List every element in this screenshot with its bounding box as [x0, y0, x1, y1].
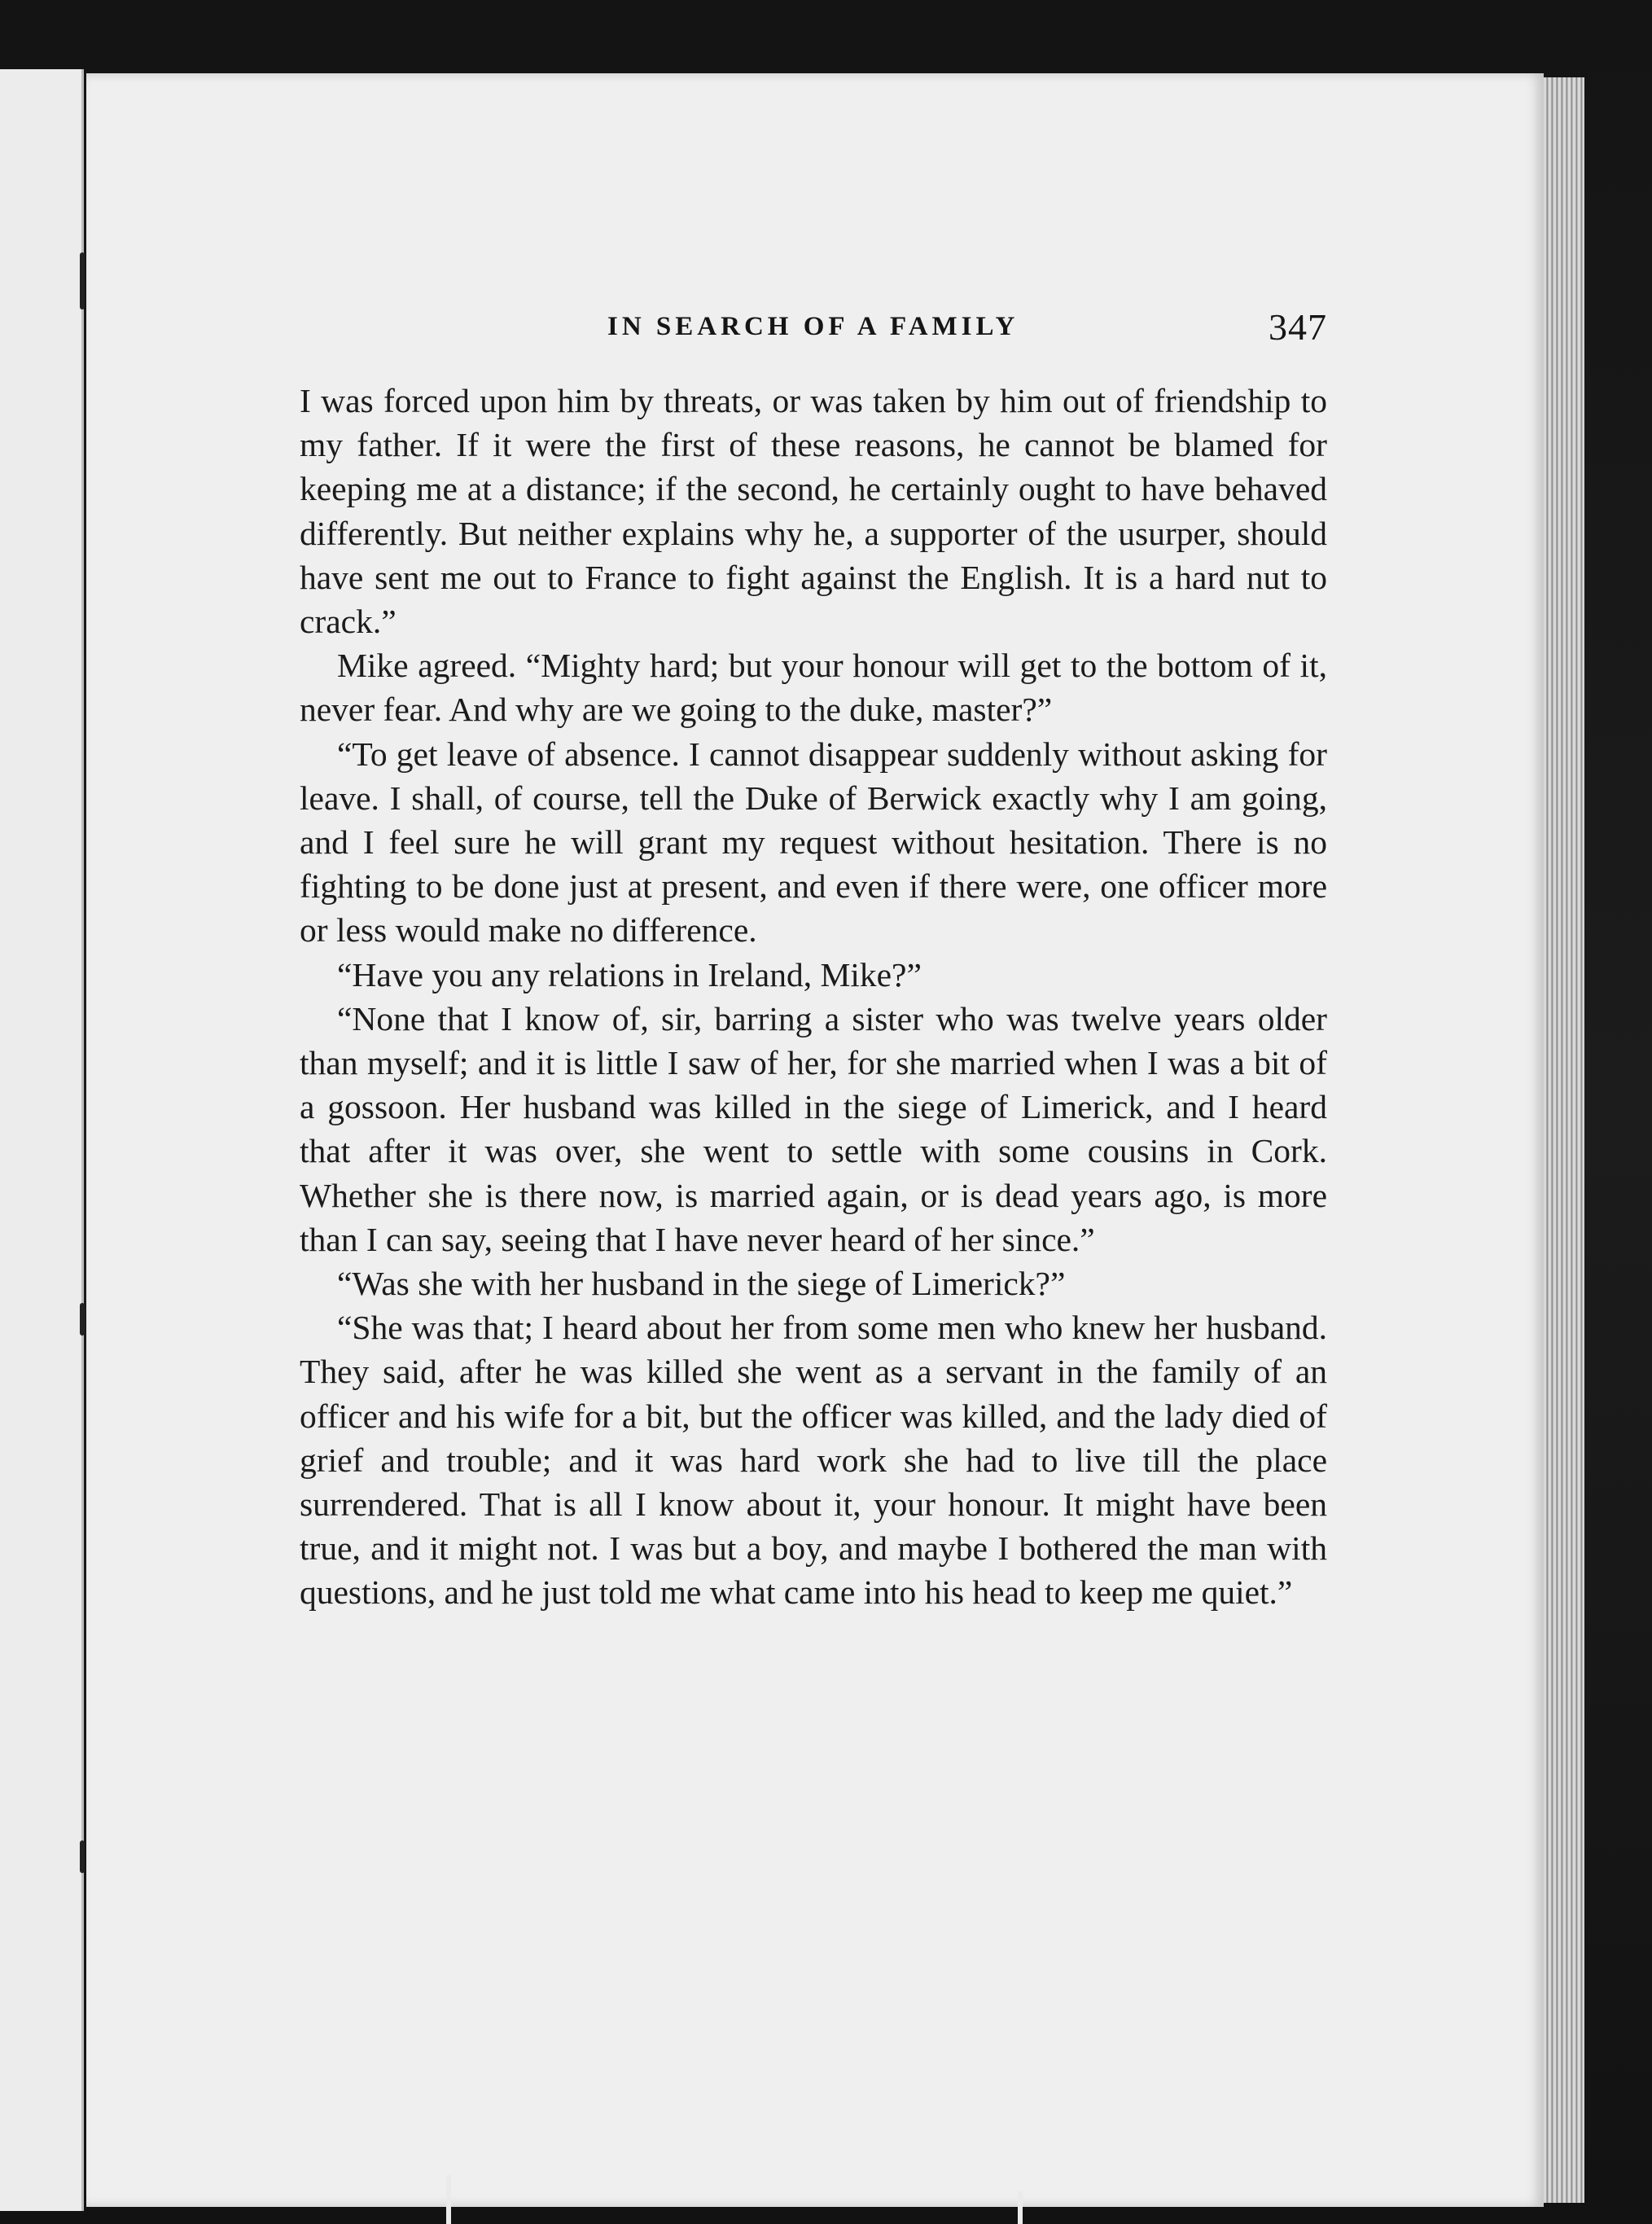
body-text	[300, 379, 1327, 1991]
binding-mark	[80, 1303, 85, 1336]
facing-page-edge	[0, 69, 84, 2211]
paragraph: Mike agreed. “Mighty hard; but your honour will get to the bottom of it, never fear. And why are we going to the duke, master?”	[300, 647, 1327, 729]
paragraph: “To get leave of absence. I cannot disappear suddenly without asking for leave. I shall, of course, tell the Duke of Berwick exactly why I am going, and I feel sure he will grant my request without hesitation. There is no fighting to be done just at present, and even if there were, one officer more or less would make no difference.	[300, 735, 1327, 950]
running-head	[300, 305, 1327, 354]
paragraph: I was forced upon him by threats, or was taken by him out of friendship to my father. If it were the first of these reasons, he cannot be blamed for keeping me at a distance; if the second, he certainly ought to have behaved differently. But neither explains why he, a supporter of the usurper, should have sent me out to France to fight against the English. It is a hard nut to crack.”	[300, 382, 1327, 641]
scan-artifact	[1018, 2191, 1023, 2224]
paragraph: “Was she with her husband in the siege of Limerick?”	[337, 1265, 1066, 1303]
binding-mark	[80, 252, 85, 309]
page-number: 347	[1269, 306, 1327, 348]
scan-artifact	[446, 2175, 451, 2224]
page-stack-edge	[1544, 77, 1584, 2203]
paragraph: “She was that; I heard about her from some men who knew her husband. They said, after he was killed she went as a servant in the family of an officer and his wife for a bit, but the officer was killed, and the lady died of grief and trouble; and it was hard work she had to live till the place surrendered. That is all I know about it, your honour. It might have been true, and it might not. I was but a boy, and maybe I bothered the man with questions, and he just told me what came into his head to keep me quiet.”	[300, 1309, 1327, 1612]
binding-mark	[80, 1840, 85, 1873]
running-title: IN SEARCH OF A FAMILY	[607, 312, 1019, 341]
paragraph: “Have you any relations in Ireland, Mike?”	[337, 955, 922, 994]
paragraph: “None that I know of, sir, barring a sister who was twelve years older than myself; and it is little I saw of her, for she married when I was a bit of a gossoon. Her husband was killed in the siege of Limerick, and I heard that after it was over, she went to settle with some cousins in Cork. Whether she is there now, is married again, or is dead years ago, is more than I can say, seeing that I have never heard of her since.”	[300, 999, 1327, 1258]
